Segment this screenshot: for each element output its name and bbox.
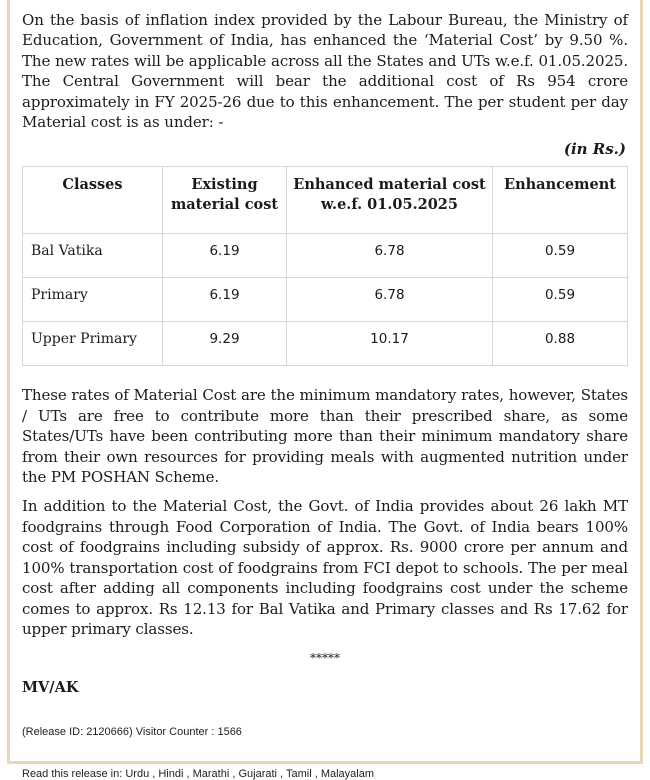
rates-paragraph: These rates of Material Cost are the minimum mandatory rates, however, States / UTs are free to contribute more than their prescribed share, as some States/UTs have been contributing more than their minimum mandatory share from their own resources for providing meals with augmented nutrition under the PM POSHAN Scheme. [22,386,628,487]
table-header-row [23,167,628,234]
read-in-languages [22,768,628,780]
language-link-hindi[interactable]: Hindi [158,768,184,780]
language-separator: , [311,768,321,780]
language-link-tamil[interactable]: Tamil [285,768,312,780]
language-link-gujarati[interactable]: Gujarati [238,768,277,780]
language-separator: , [277,768,286,780]
intro-paragraph: On the basis of inflation index provided by the Labour Bureau, the Ministry of Education, Government of India, has enhanced the ‘Material Cost’ by 9.50 %. The new rates will be applicable across all the States and UTs w.e.f. 01.05.2025. The Central Government will bear the additional cost of Rs 954 crore approximately in FY 2025-26 due to this enhancement. The per student per day Material cost is as under: - [22,11,628,132]
separator-stars: ***** [310,651,340,666]
cell-class: Bal Vatika [23,234,163,278]
header-enhancement: Enhancement [493,167,628,234]
cell-enhanced: 10.17 [287,322,493,366]
language-separator: , [149,768,159,780]
cell-enhanced: 6.78 [287,234,493,278]
release-info: (Release ID: 2120666) Visitor Counter : 1566 [22,726,242,739]
material-cost-table [22,166,628,366]
cell-enhancement: 0.88 [493,322,628,366]
cell-enhancement: 0.59 [493,278,628,322]
read-in-prefix: Read this release in: [22,768,126,780]
foodgrains-paragraph: In addition to the Material Cost, the Govt. of India provides about 26 lakh MT foodgrains through Food Corporation of India. The Govt. of India bears 100% cost of foodgrains including subsidy of approx. Rs. 9000 crore per annum and 100% transportation cost of foodgrains from FCI depot to schools. The per meal cost after adding all components including foodgrains cost under the scheme comes to approx. Rs 12.13 for Bal Vatika and Primary classes and Rs 17.62 for upper primary classes. [22,497,628,638]
table-row [23,322,628,366]
language-link-urdu[interactable]: Urdu [125,768,150,780]
cell-enhancement: 0.59 [493,234,628,278]
table-row [23,278,628,322]
cell-class: Primary [23,278,163,322]
cell-enhanced: 6.78 [287,278,493,322]
header-enhanced-cost: Enhanced material cost w.e.f. 01.05.2025 [287,167,493,234]
author-initials: MV/AK [22,679,79,697]
cell-existing: 6.19 [163,234,287,278]
cell-existing: 9.29 [163,322,287,366]
header-classes: Classes [23,167,163,234]
language-link-marathi[interactable]: Marathi [192,768,230,780]
language-link-malayalam[interactable]: Malayalam [320,768,375,780]
header-existing-cost: Existing material cost [163,167,287,234]
cell-class: Upper Primary [23,322,163,366]
language-separator: , [229,768,239,780]
release-content [22,10,628,780]
table-row [23,234,628,278]
cell-existing: 6.19 [163,278,287,322]
language-links [125,768,374,780]
language-separator: , [183,768,193,780]
unit-note: (in Rs.) [563,140,626,159]
